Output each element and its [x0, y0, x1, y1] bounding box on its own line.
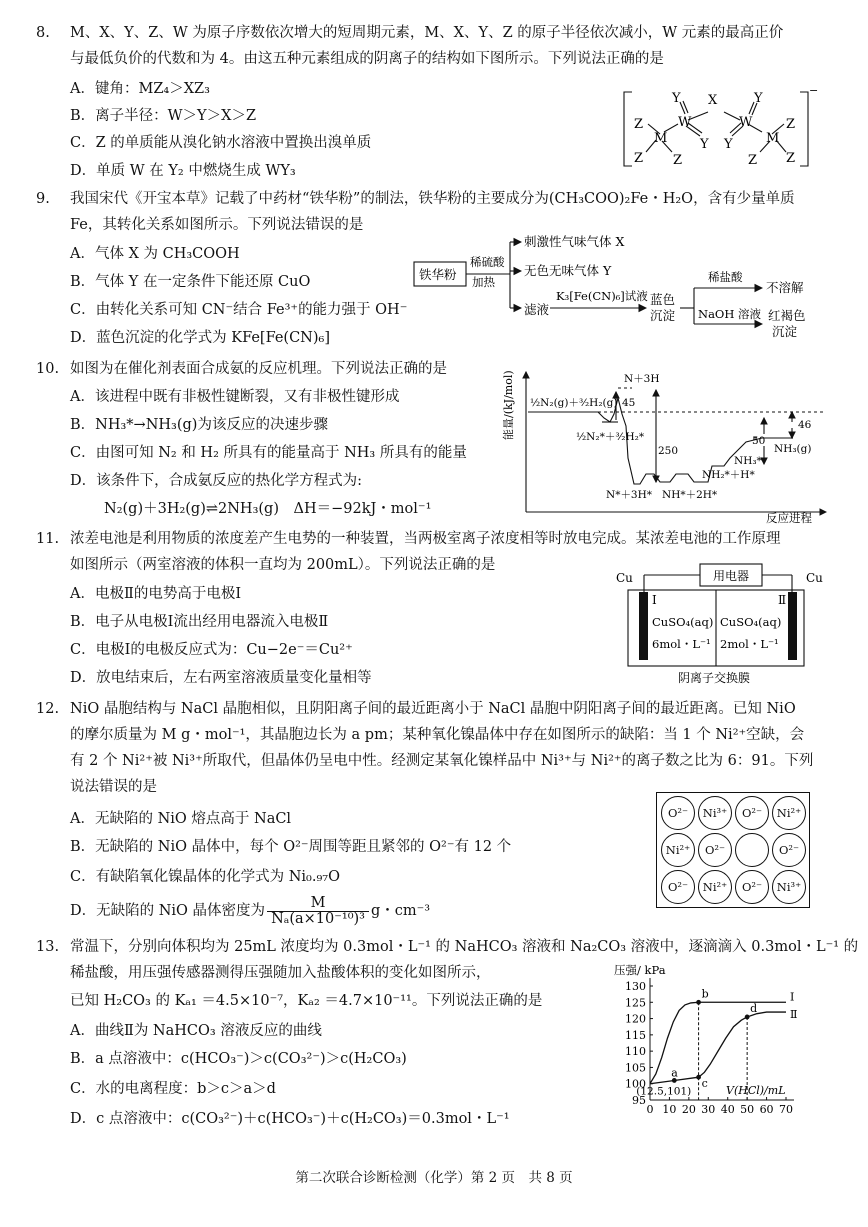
atom-y: Y [672, 91, 681, 106]
x-tick-label: 10 [662, 1103, 677, 1116]
axis-xlabel: V(HCl)/mL [726, 1084, 786, 1097]
option-c[interactable]: C．水的电离程度：b＞c＞a＞d [70, 1081, 276, 1097]
x-tick-label: 20 [681, 1103, 696, 1116]
lattice-ion: Ni³⁺ [772, 870, 806, 904]
series-label-1: Ⅰ [790, 990, 795, 1004]
y-tick-label: 125 [625, 996, 646, 1010]
flow-condition-heat: 加热 [472, 275, 495, 289]
lattice-ion: O²⁻ [661, 796, 695, 830]
question-stem-line: Fe，其转化关系如图所示。下列说法错误的是 [70, 217, 364, 233]
question-number: 9. [36, 191, 50, 207]
atom-w: W [678, 115, 692, 130]
solution-left: CuSO₄(aq) [652, 615, 714, 629]
membrane-label: 阴离子交换膜 [678, 671, 751, 685]
option-a[interactable]: A．键角：MZ₄＞XZ₃ [70, 81, 210, 97]
atom-z: Z [786, 117, 796, 132]
lattice-ion: Ni²⁺ [661, 833, 695, 867]
question-11 [36, 526, 781, 552]
flow-hcl: 稀盐酸 [708, 270, 743, 284]
lattice-ion: O²⁻ [772, 833, 806, 867]
question-stem-line: 说法错误的是 [70, 779, 157, 795]
option-d[interactable]: D．该条件下，合成氨反应的热化学方程式为: [70, 473, 363, 489]
option-c[interactable]: C．由图可知 N₂ 和 H₂ 所具有的能量高于 NH₃ 所具有的能量 [70, 445, 467, 461]
flow-red-line1: 红褐色 [768, 308, 806, 323]
option-c[interactable]: C．电极Ⅰ的电极反应式为：Cu−2e⁻＝Cu²⁺ [70, 642, 353, 658]
option-b[interactable]: B．无缺陷的 NiO 晶体中，每个 O²⁻周围等距且紧邻的 O²⁻有 12 个 [70, 839, 512, 855]
lattice-ion: O²⁻ [661, 870, 695, 904]
level-start: ½N₂(g)＋³⁄₂H₂(g) [530, 397, 618, 409]
atom-y: Y [700, 137, 709, 152]
lattice-ion: O²⁻ [735, 870, 769, 904]
option-d[interactable]: D．蓝色沉淀的化学式为 KFe[Fe(CN)₆] [70, 330, 330, 346]
option-b[interactable]: B．电子从电极Ⅰ流出经用电器流入电极Ⅱ [70, 614, 329, 630]
flow-reagent: K₃[Fe(CN)₆]试液 [556, 289, 648, 303]
level-n-3h: N*＋3H* [606, 489, 653, 501]
device-label: 用电器 [713, 569, 750, 583]
option-d[interactable]: D．单质 W 在 Y₂ 中燃烧生成 WY₃ [70, 163, 296, 179]
pressure-chart [600, 964, 830, 1124]
conversion-flow-figure [410, 228, 830, 346]
x-tick-label: 70 [779, 1103, 793, 1116]
flow-blue-line2: 沉淀 [650, 308, 676, 323]
electrode-i: Ⅰ [652, 593, 657, 607]
atom-y: Y [754, 91, 763, 106]
value-50: 50 [752, 435, 766, 447]
question-stem-line: 如图所示（两室溶液的体积一直均为 200mL）。下列说法正确的是 [70, 557, 496, 573]
conc-left: 6mol・L⁻¹ [652, 637, 711, 651]
question-stem-line: 稀盐酸，用压强传感器测得压强随加入盐酸体积的变化如图所示， [70, 965, 491, 981]
series-label-2: Ⅱ [790, 1008, 798, 1022]
x-tick-label: 50 [740, 1103, 755, 1116]
option-d-text: D．无缺陷的 NiO 晶体密度为 [70, 903, 266, 919]
y-tick-label: 105 [625, 1061, 646, 1075]
option-d[interactable] [70, 894, 430, 928]
electrode-cu-left: Cu [616, 571, 633, 585]
value-46: 46 [798, 419, 812, 431]
question-stem: 常温下，分别向体积均为 25mL 浓度均为 0.3mol・L⁻¹ 的 NaHCO₃ 溶液和 Na₂CO₃ 溶液中，逐滴滴入 0.3mol・L⁻¹ 的 [70, 939, 859, 955]
level-nh3-ads: NH₃* [734, 455, 762, 467]
atom-w: W [739, 115, 753, 130]
defect-lattice-figure [656, 792, 810, 908]
point-annotation: (12.5,101) [636, 1085, 692, 1098]
question-stem: 如图为在催化剂表面合成氨的反应机理。下列说法正确的是 [70, 361, 447, 377]
flow-gas-y: 无色无味气体 Y [524, 263, 612, 278]
solution-right: CuSO₄(aq) [720, 615, 782, 629]
question-number: 11. [36, 531, 60, 547]
fraction-denominator: Nₐ(a×10⁻¹⁰)³ [271, 910, 365, 927]
flow-gas-x: 刺激性气味气体 X [524, 234, 625, 249]
charge-sign: − [809, 86, 818, 97]
point-label-b: b [701, 987, 709, 1001]
question-number: 8. [36, 25, 50, 41]
option-d-unit: g・cm⁻³ [371, 903, 431, 919]
y-tick-label: 120 [625, 1012, 646, 1026]
atom-z: Z [673, 153, 683, 168]
lattice-ion: Ni²⁺ [698, 870, 732, 904]
option-b[interactable]: B．a 点溶液中：c(HCO₃⁻)＞c(CO₃²⁻)＞c(H₂CO₃) [70, 1051, 407, 1067]
flow-naoh: NaOH 溶液 [698, 307, 762, 321]
anion-structure-figure [618, 86, 818, 172]
y-tick-label: 100 [625, 1077, 646, 1091]
value-45: 45 [622, 397, 636, 409]
question-stem: NiO 晶胞结构与 NaCl 晶胞相似，且阴阳离子间的最近距离小于 NaCl 晶胞中阴阳离子间的最近距离。已知 NiO [70, 701, 796, 717]
question-stem-line: 的摩尔质量为 M g・mol⁻¹，其晶胞边长为 a pm；某种氧化镍晶体中存在如图所示的缺陷：当 1 个 Ni²⁺空缺，会 [70, 727, 805, 743]
y-tick-label: 110 [625, 1045, 646, 1059]
axis-ylabel: 压强/ kPa [614, 964, 666, 977]
lattice-ion: Ni³⁺ [698, 796, 732, 830]
question-stem: 浓差电池是利用物质的浓度差产生电势的一种装置，当两极室离子浓度相等时放电完成。某浓差电池的工作原理 [70, 531, 781, 547]
option-b[interactable]: B．离子半径：W＞Y＞X＞Z [70, 108, 257, 124]
atom-m: M [766, 131, 780, 146]
question-stem: M、X、Y、Z、W 为原子序数依次增大的短周期元素，M、X、Y、Z 的原子半径依次减小，W 元素的最高正价 [70, 25, 784, 41]
atom-z: Z [748, 153, 758, 168]
point-label-c: c [701, 1077, 708, 1091]
electrode-cu-right: Cu [806, 571, 823, 585]
option-a[interactable]: A．气体 X 为 CH₃COOH [70, 246, 240, 262]
point-label-a: a [671, 1066, 678, 1080]
option-c[interactable]: C．由转化关系可知 CN⁻结合 Fe³⁺的能力强于 OH⁻ [70, 302, 408, 318]
question-9 [36, 186, 795, 212]
question-13 [36, 934, 858, 960]
option-b[interactable]: B．NH₃*→NH₃(g)为该反应的决速步骤 [70, 417, 328, 433]
lattice-ion: Ni²⁺ [772, 796, 806, 830]
x-tick-label: 0 [646, 1103, 654, 1116]
flow-blue-line1: 蓝色 [650, 292, 676, 307]
question-number: 12. [36, 701, 60, 717]
question-stem: 我国宋代《开宝本草》记载了中药材“铁华粉”的制法，铁华粉的主要成分为(CH₃COO)₂Fe・H₂O，含有少量单质 [70, 191, 795, 207]
axis-xlabel: 反应进程 [766, 511, 812, 524]
density-fraction [267, 896, 369, 927]
question-stem-line: 已知 H₂CO₃ 的 Kₐ₁ ＝4.5×10⁻⁷，Kₐ₂ ＝4.7×10⁻¹¹。下列说法正确的是 [70, 993, 543, 1009]
thermo-equation: N₂(g)＋3H₂(g)⇌2NH₃(g) ΔH＝−92kJ・mol⁻¹ [104, 501, 432, 517]
level-nh-2h: NH*＋2H* [662, 489, 718, 501]
level-nh3-gas: NH₃(g) [774, 443, 812, 455]
question-12 [36, 696, 796, 722]
lattice-ion: O²⁻ [735, 796, 769, 830]
y-tick-label: 95 [632, 1094, 646, 1107]
y-tick-label: 115 [625, 1028, 646, 1042]
question-stem-line: 与最低负价的代数和为 4。由这五种元素组成的阴离子的结构如下图所示。下列说法正确的是 [70, 51, 664, 67]
option-d[interactable]: D．放电结束后，左右两室溶液质量变化量相等 [70, 670, 372, 686]
option-d[interactable]: D．c 点溶液中：c(CO₃²⁻)＋c(HCO₃⁻)＋c(H₂CO₃)＝0.3mol・L⁻¹ [70, 1111, 510, 1127]
question-8 [36, 20, 783, 46]
option-c[interactable]: C．有缺陷氧化镍晶体的化学式为 Ni₀.₉₇O [70, 869, 340, 885]
option-a[interactable]: A．曲线Ⅱ为 NaHCO₃ 溶液反应的曲线 [70, 1023, 322, 1039]
y-tick-label: 130 [625, 980, 646, 993]
question-10 [36, 356, 447, 382]
option-a[interactable]: A．无缺陷的 NiO 熔点高于 NaCl [70, 811, 292, 827]
option-a[interactable]: A．该进程中既有非极性键断裂，又有非极性键形成 [70, 389, 400, 405]
question-number: 13. [36, 939, 60, 955]
x-tick-label: 40 [720, 1103, 735, 1116]
level-peak: N＋3H [624, 373, 660, 385]
flow-insoluble: 不溶解 [766, 280, 804, 295]
axis-ylabel: 能量/(kJ/mol) [502, 370, 515, 440]
energy-profile-figure [494, 366, 834, 524]
electrode-ii: Ⅱ [778, 593, 787, 607]
option-b[interactable]: B．气体 Y 在一定条件下能还原 CuO [70, 274, 311, 290]
atom-z: Z [786, 151, 796, 166]
option-a[interactable]: A．电极Ⅱ的电势高于电极Ⅰ [70, 586, 242, 602]
lattice-vacancy [735, 833, 769, 867]
point-label-d: d [750, 1001, 758, 1015]
level-nh2-h: NH₂*＋H* [702, 469, 755, 481]
x-tick-label: 60 [759, 1103, 774, 1116]
x-tick-label: 30 [701, 1103, 716, 1116]
atom-z: Z [634, 117, 644, 132]
flow-filtrate: 滤液 [524, 302, 550, 317]
atom-z: Z [634, 151, 644, 166]
atom-m: M [654, 131, 668, 146]
option-c[interactable]: C．Z 的单质能从溴化钠水溶液中置换出溴单质 [70, 135, 372, 151]
atom-x: X [708, 93, 718, 108]
flow-start: 铁华粉 [419, 267, 457, 282]
question-number: 10. [36, 361, 60, 377]
level-adsorbed: ½N₂*＋³⁄₂H₂* [576, 431, 645, 443]
concentration-cell-figure [612, 560, 832, 686]
value-250: 250 [658, 445, 679, 457]
flow-red-line2: 沉淀 [772, 324, 798, 339]
page-footer: 第二次联合诊断检测（化学）第 2 页 共 8 页 [295, 1170, 573, 1186]
lattice-ion: O²⁻ [698, 833, 732, 867]
question-stem-line: 有 2 个 Ni²⁺被 Ni³⁺所取代，但晶体仍呈电中性。经测定某氧化镍样品中 Ni³⁺与 Ni²⁺的离子数之比为 6：91。下列 [70, 753, 814, 769]
atom-y: Y [724, 137, 733, 152]
conc-right: 2mol・L⁻¹ [720, 637, 779, 651]
fraction-numerator: M [267, 896, 369, 912]
flow-condition-acid: 稀硫酸 [470, 255, 505, 269]
